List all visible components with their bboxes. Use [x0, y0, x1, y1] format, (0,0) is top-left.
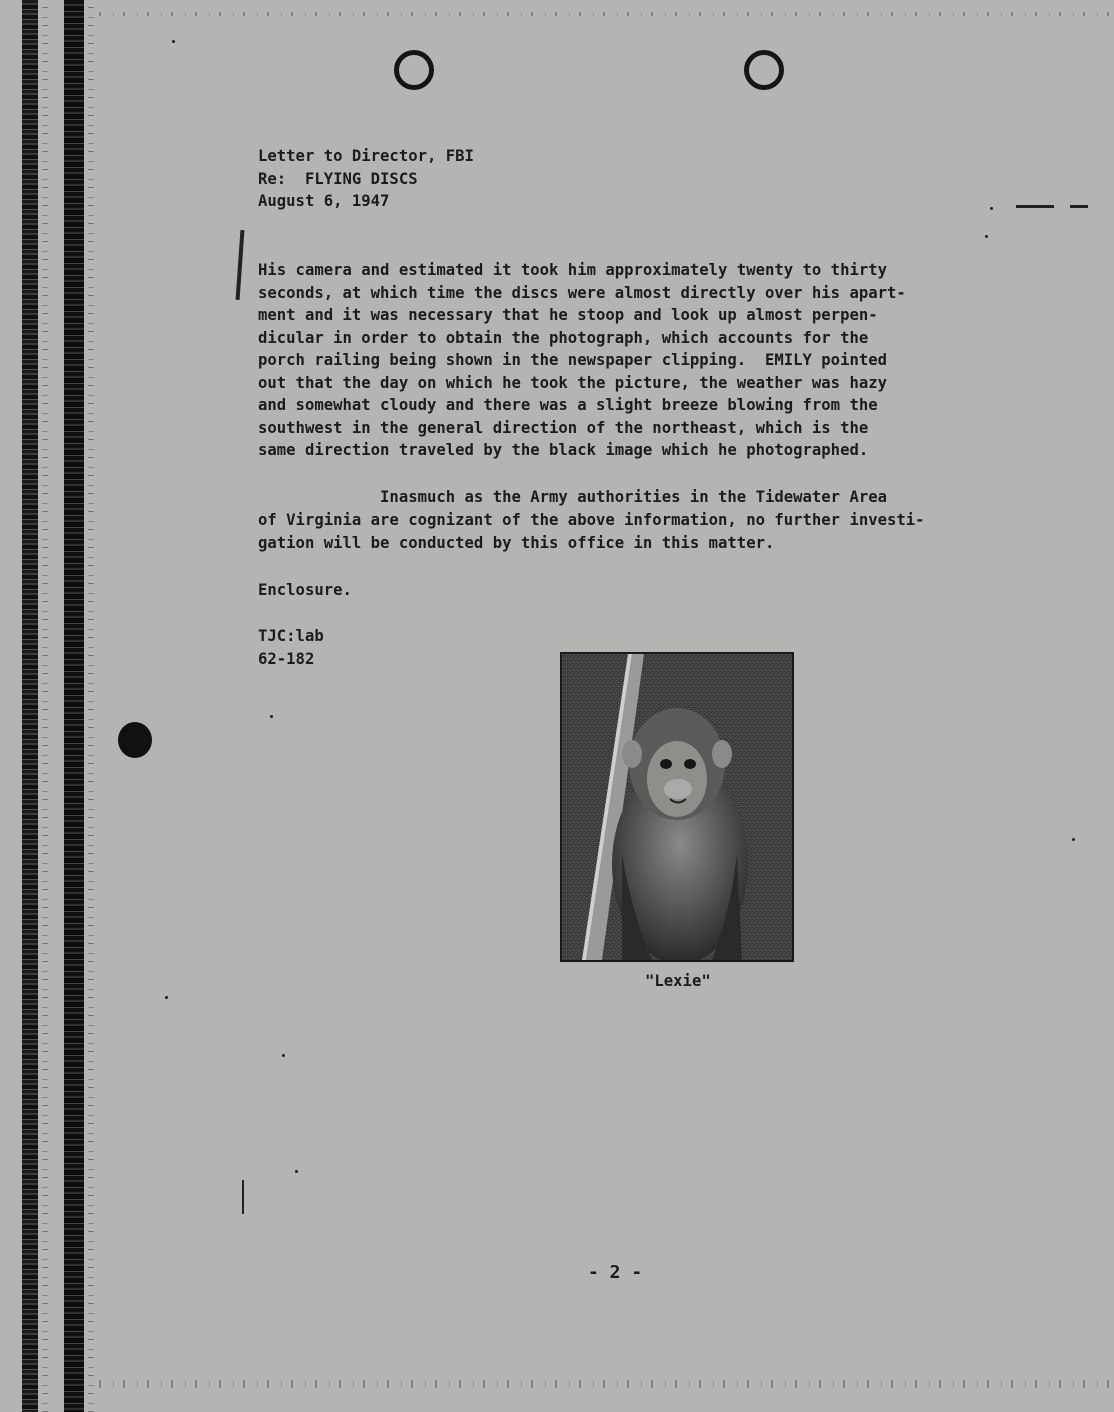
header-subject: Re: FLYING DISCS [258, 169, 418, 188]
ink-blot [118, 722, 152, 758]
file-number: 62-182 [258, 649, 315, 668]
body-paragraph-1 [258, 259, 906, 462]
margin-mark [242, 1180, 244, 1214]
text-line: seconds, at which time the discs were almost directly over his apart- [258, 283, 906, 302]
reference-initials [258, 625, 324, 670]
typist-initials: TJC:lab [258, 627, 324, 645]
text-line: and somewhat cloudy and there was a slight breeze blowing from the [258, 396, 878, 414]
text-line: porch railing being shown in the newspaper clipping. EMILY pointed [258, 351, 888, 369]
photo-caption: "Lexie" [645, 972, 711, 990]
header-addressee: Letter to Director, FBI [258, 147, 474, 165]
header-date: August 6, 1947 [258, 192, 390, 210]
punch-hole-right [744, 50, 784, 90]
text-line: southwest in the general direction of the northeast, which is the [258, 418, 869, 437]
text-line: Inasmuch as the Army authorities in the Tidewater Area [258, 488, 888, 506]
speck [282, 1054, 285, 1057]
margin-mark [236, 230, 245, 300]
speck [172, 40, 175, 43]
scan-edge-left [22, 0, 38, 1412]
letter-header [258, 145, 474, 213]
monkey-photo [560, 652, 794, 962]
page-number: - 2 - [588, 1262, 643, 1283]
stray-mark [1070, 205, 1088, 208]
scan-edge-top [90, 12, 1114, 16]
speck [1072, 838, 1075, 841]
enclosure-note: Enclosure. [258, 581, 352, 599]
text-line: same direction traveled by the black image which he photographed. [258, 441, 869, 459]
monkey-photo-icon [562, 654, 792, 960]
speck [295, 1170, 298, 1173]
text-line: of Virginia are cognizant of the above information, no further investi- [258, 511, 925, 529]
text-line: out that the day on which he took the picture, the weather was hazy [258, 373, 888, 392]
punch-hole-left [394, 50, 434, 90]
text-line: ment and it was necessary that he stoop and look up almost perpen- [258, 306, 878, 324]
body-paragraph-2 [258, 486, 925, 555]
speck [165, 996, 168, 999]
text-line: dicular in order to obtain the photograph, which accounts for the [258, 328, 869, 347]
scan-edge-bottom [90, 1380, 1114, 1388]
scan-speckle [42, 0, 48, 1412]
speck [985, 235, 988, 238]
speck [270, 715, 273, 718]
stray-mark [1016, 205, 1054, 208]
text-line: gation will be conducted by this office in this matter. [258, 534, 775, 552]
scan-edge-binding [64, 0, 84, 1412]
scan-speckle [88, 0, 94, 1412]
text-line: His camera and estimated it took him approximately twenty to thirty [258, 261, 888, 279]
speck [990, 207, 993, 210]
